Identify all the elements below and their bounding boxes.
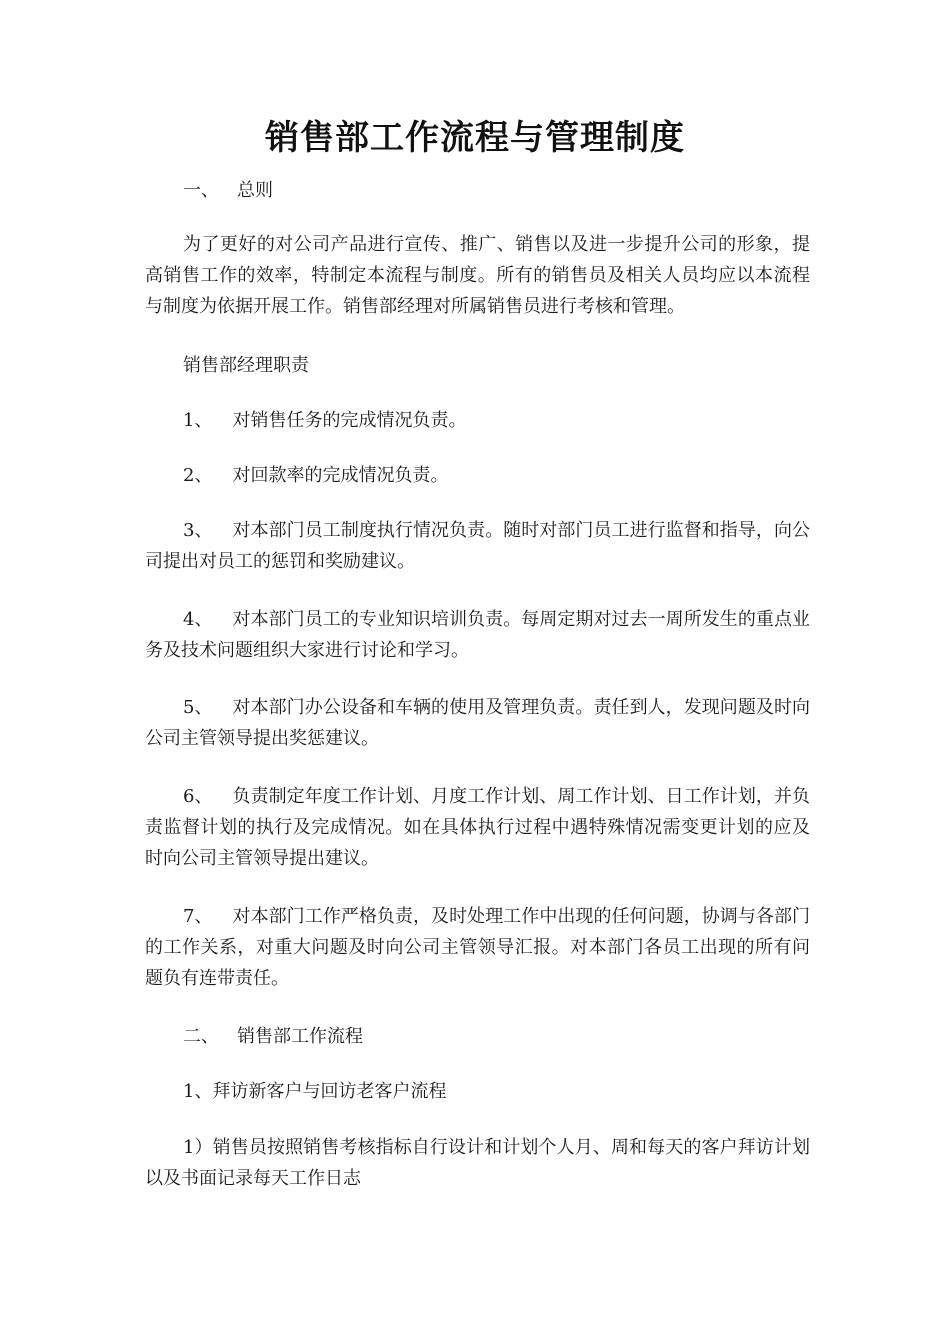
section-title: 销售部工作流程 [237, 1026, 363, 1047]
duty-text: 对回款率的完成情况负责。 [232, 465, 449, 486]
duty-text: 对销售任务的完成情况负责。 [232, 410, 467, 431]
intro-paragraph: 为了更好的对公司产品进行宣传、推广、销售以及进一步提升公司的形象，提高销售工作的效率，特制定本流程与制度。所有的销售员及相关人员均应以本流程与制度为依据开展工作。销售部经理对所属销售员进行考核和管理。 [145, 234, 810, 317]
duty-item-7 [145, 901, 810, 994]
section-number: 二、 [183, 1026, 219, 1047]
workflow-step-1: 1）销售员按照销售考核指标自行设计和计划个人月、周和每天的客户拜访计划以及书面记录每天工作日志 [145, 1137, 810, 1189]
duty-text: 对本部门员工的专业知识培训负责。每周定期对过去一周所发生的重点业务及技术问题组织大家进行讨论和学习。 [145, 609, 810, 661]
document-title: 销售部工作流程与管理制度 [265, 118, 685, 158]
section-heading-general [145, 175, 810, 206]
duty-text: 对本部门员工制度执行情况负责。随时对部门员工进行监督和指导，向公司提出对员工的惩罚和奖励建议。 [145, 520, 810, 572]
manager-duties-heading: 销售部经理职责 [183, 355, 309, 376]
duty-number: 5、 [183, 697, 213, 718]
duty-item-2 [145, 460, 810, 491]
duty-number: 6、 [183, 786, 213, 807]
duty-text: 对本部门工作严格负责，及时处理工作中出现的任何问题，协调与各部门的工作关系，对重大问题及时向公司主管领导汇报。对本部门各员工出现的所有问题负有连带责任。 [145, 906, 810, 989]
duty-item-1 [145, 405, 810, 436]
section-title: 总则 [237, 180, 273, 201]
duty-item-4 [145, 604, 810, 666]
section-number: 一、 [183, 180, 219, 201]
section-heading-workflow [145, 1021, 810, 1052]
duty-item-5 [145, 692, 810, 754]
subsection-heading-visit-flow: 1、拜访新客户与回访老客户流程 [183, 1081, 447, 1102]
duty-number: 2、 [183, 465, 213, 486]
duty-text: 负责制定年度工作计划、月度工作计划、周工作计划、日工作计划，并负责监督计划的执行及完成情况。如在具体执行过程中遇特殊情况需变更计划的应及时向公司主管领导提出建议。 [145, 786, 810, 869]
duty-number: 4、 [183, 609, 213, 630]
duty-item-6 [145, 781, 810, 874]
duty-text: 对本部门办公设备和车辆的使用及管理负责。责任到人，发现问题及时向公司主管领导提出奖惩建议。 [145, 697, 810, 749]
duty-number: 7、 [183, 906, 213, 927]
duty-item-3 [145, 515, 810, 577]
duty-number: 3、 [183, 520, 213, 541]
duty-number: 1、 [183, 410, 213, 431]
